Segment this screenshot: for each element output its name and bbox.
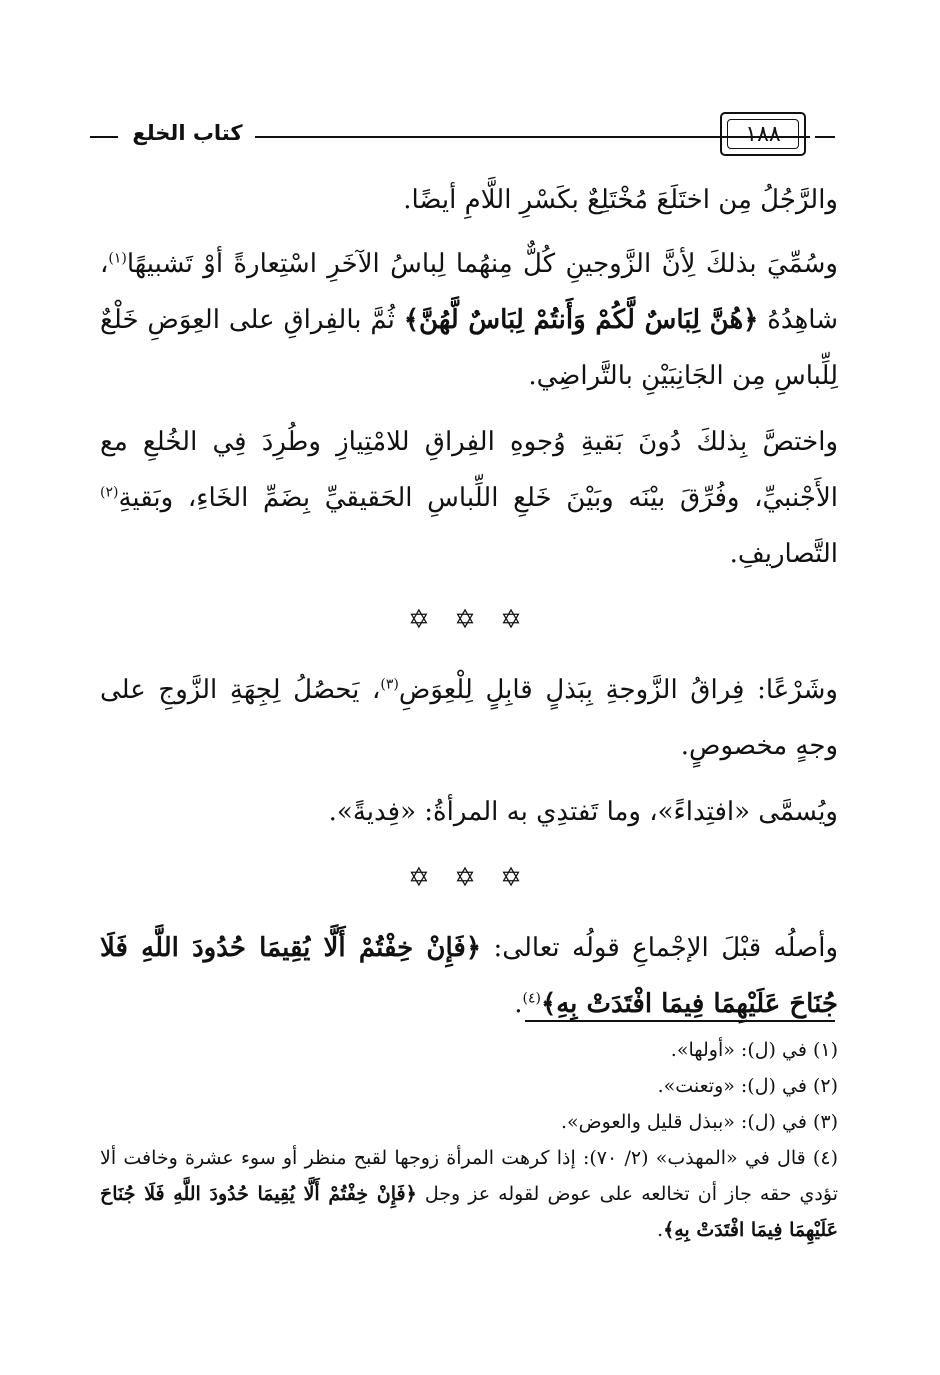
- paragraph-1: والرَّجُلُ مِن اختَلَعَ مُخْتَلِعٌ بكَسْرِ اللَّامِ أيضًا.: [403, 185, 838, 215]
- section-ornament-2: [100, 858, 838, 898]
- paragraph-4: [100, 662, 838, 774]
- paragraph-3-end: التَّصاريفِ.: [729, 539, 838, 569]
- footnotes: [100, 1032, 838, 1248]
- header-rule-left: [90, 136, 118, 138]
- paragraph-2-end: ثُمَّ بالفِراقِ على العِوَضِ خَلْعٌ لِلِّباسِ مِن الجَانِبَيْنِ بالتَّراضِي.: [100, 305, 838, 391]
- page-number-frame: [720, 112, 806, 156]
- footnote-ref-3: (٣): [380, 676, 399, 693]
- footnote-2: (٢) في (ل): «وتعنت».: [657, 1075, 838, 1097]
- paragraph-6: [100, 920, 838, 1032]
- paragraph-2-witness: ، شاهِدُهُ: [100, 249, 838, 335]
- paragraph-5: ويُسمَّى «افتِداءً»، وما تَفتدِي به المرأةُ: «فِديةً».: [328, 797, 838, 827]
- footnote-4-text: (٤) قال في «المهذب» (٢/ ٧٠): إذا كرهت المرأة زوجها لقبح منظر أو سوء عشرة وخافت ألا تؤدي حقه جاز أن تخالعه على عوض لقوله عز وجل: [100, 1147, 838, 1205]
- footnote-4-end: .: [657, 1219, 664, 1241]
- paragraph-2-text: وسُمِّيَ بذلكَ لِأنَّ الزَّوجينِ كُلٌّ مِنهُما لِباسُ الآخَرِ اسْتِعارةً أوْ تَشبيهًا: [126, 249, 838, 279]
- paragraph-3: [100, 414, 838, 582]
- paragraph-4-end: ، يَحصُلُ لِجِهَةِ الزَّوجِ على وجهٍ مخصوصٍ.: [100, 675, 838, 761]
- paragraph-4-text: وشَرْعًا: فِراقُ الزَّوجةِ بِبَذلٍ قابِلٍ لِلْعِوَضِ: [398, 675, 838, 705]
- paragraph-3-text: واختصَّ بِذلكَ دُونَ بَقيةِ وُجوهِ الفِراقِ للامْتِيازِ وطُرِدَ فِي الخُلعِ مع الأَجْنبيِّ، وفُرِّقَ بيْنَه وبَيْنَ خَلعِ اللِّباسِ الحَقيقيِّ بِضَمِّ الخَاءِ، وبَقيةِ: [100, 427, 838, 513]
- footnote-4-verse: ﴿فَإِنْ خِفْتُمْ أَلَّا يُقِيمَا حُدُودَ اللَّهِ فَلَا جُنَاحَ عَلَيْهِمَا فِيمَا افْتَدَتْ بِهِ﴾: [100, 1183, 838, 1241]
- footnote-1: (١) في (ل): «أولها».: [670, 1039, 838, 1061]
- paragraph-6-text: وأصلُه قبْلَ الإجْماعِ قولُه تعالى:: [481, 933, 839, 963]
- main-text: [100, 172, 838, 1042]
- page-number: ١٨٨: [727, 119, 799, 149]
- footnote-separator: [525, 1020, 835, 1022]
- quran-verse-2: ﴿فَإِنْ خِفْتُمْ أَلَّا يُقِيمَا حُدُودَ اللَّهِ فَلَا جُنَاحَ عَلَيْهِمَا فِيمَا افْتَدَتْ بِهِ﴾: [100, 933, 838, 1019]
- footnote-ref-2: (٢): [100, 484, 119, 501]
- footnote-ref-4: (٤): [522, 990, 541, 1007]
- star-ornament-icon: ✡ ✡ ✡: [408, 605, 530, 635]
- footnote-ref-1: (١): [108, 250, 127, 267]
- page-header: [90, 112, 835, 162]
- paragraph-6-end: .: [514, 989, 523, 1019]
- section-ornament-1: [100, 600, 838, 640]
- paragraph-2: [100, 236, 838, 404]
- footnote-3: (٣) في (ل): «ببذل قليل والعوض».: [561, 1111, 838, 1133]
- footnote-4: [100, 1140, 838, 1248]
- header-rule-right: [815, 136, 835, 138]
- quran-verse-1: ﴿هُنَّ لِبَاسٌ لَّكُمْ وَأَنتُمْ لِبَاسٌ لَّهُنَّ﴾: [403, 305, 759, 335]
- running-title: كتاب الخلع: [132, 121, 243, 145]
- star-ornament-icon: ✡ ✡ ✡: [408, 863, 530, 893]
